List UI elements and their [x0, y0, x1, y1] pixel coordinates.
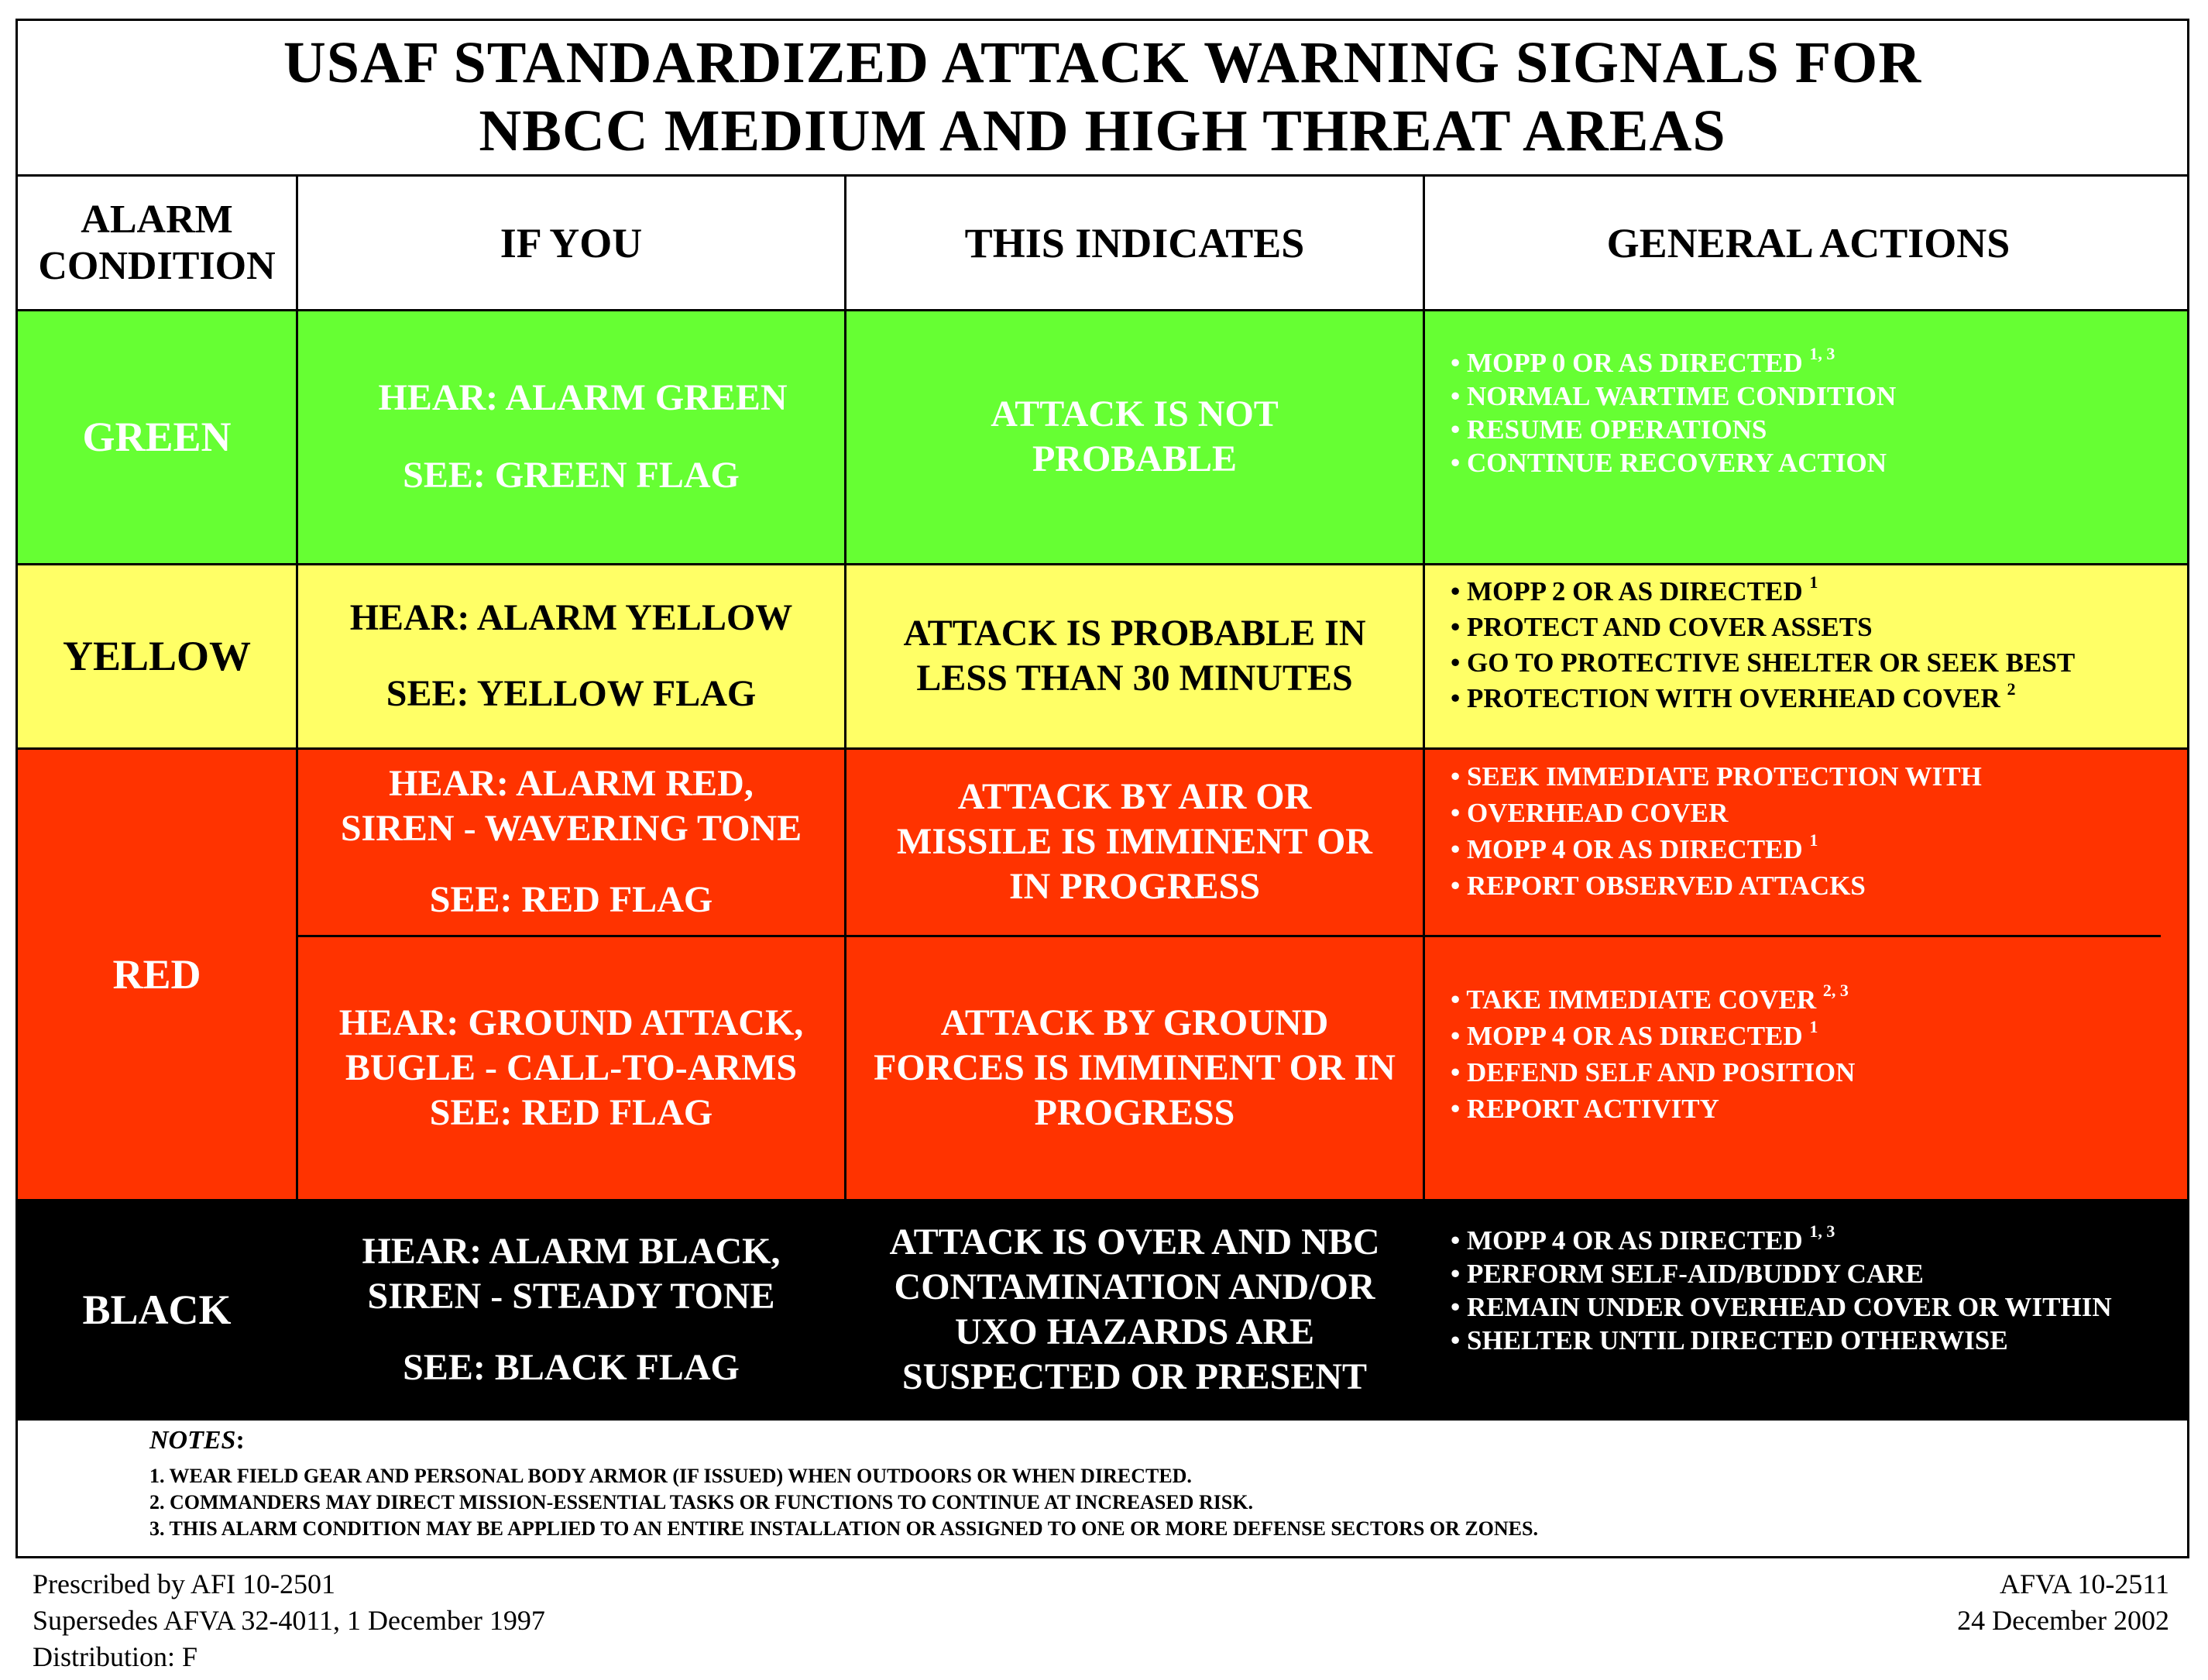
yellow-action-3: • GO TO PROTECTIVE SHELTER OR SEEK BEST: [1451, 648, 2076, 678]
black-action-4: • SHELTER UNTIL DIRECTED OTHERWISE: [1451, 1325, 2008, 1355]
black-action-1: • MOPP 4 OR AS DIRECTED $^{1, 3}$: [1451, 1221, 1835, 1256]
red-ground-indicates: [846, 937, 1423, 1199]
red-label-text: RED: [112, 950, 201, 998]
yellow-action-1: • MOPP 2 OR AS DIRECTED $^1$: [1451, 572, 1818, 606]
note-3: 3. THIS ALARM CONDITION MAY BE APPLIED TO AN ENTIRE INSTALLATION OR ASSIGNED TO ONE OR MORE DEFENSE SECTORS OR ZONES.: [149, 1517, 1538, 1540]
black-hear-1: HEAR: ALARM BLACK,: [362, 1230, 781, 1272]
red-air-actions: [1451, 758, 1982, 904]
red-air-indicates: [846, 749, 1423, 935]
black-ind-line-2: CONTAMINATION AND/OR: [894, 1266, 1375, 1307]
black-condition-label: [18, 1201, 296, 1418]
notes-title: NOTES:: [149, 1426, 245, 1455]
footer-supersedes: Supersedes AFVA 32-4011, 1 December 1997: [33, 1605, 545, 1636]
red-air-if-you: [298, 749, 844, 935]
green-action-3: • RESUME OPERATIONS: [1451, 414, 1767, 445]
red-ground-action-2: • MOPP 4 OR AS DIRECTED $^1$: [1451, 1017, 1818, 1051]
black-actions: [1451, 1221, 2112, 1357]
black-action-3: • REMAIN UNDER OVERHEAD COVER OR WITHIN: [1451, 1292, 2112, 1322]
red-air-hear-2: SIREN - WAVERING TONE: [340, 808, 802, 849]
note-1: 1. WEAR FIELD GEAR AND PERSONAL BODY ARMOR (IF ISSUED) WHEN OUTDOORS OR WHEN DIRECTED.: [149, 1465, 1192, 1487]
red-air-ind-line-2: MISSILE IS IMMINENT OR: [897, 821, 1372, 862]
footer-date: 24 December 2002: [1957, 1605, 2169, 1636]
black-if-you: [298, 1201, 844, 1418]
red-air-ind-line-3: IN PROGRESS: [1008, 866, 1261, 907]
red-ground-hear-2: BUGLE - CALL-TO-ARMS: [345, 1047, 798, 1088]
footer-right: [1957, 1566, 2169, 1639]
black-hear-2: SIREN - STEADY TONE: [367, 1275, 775, 1317]
green-label-text: GREEN: [82, 414, 232, 460]
footer-distribution: Distribution: F: [33, 1641, 198, 1672]
red-air-see: SEE: RED FLAG: [429, 879, 713, 920]
yellow-actions: [1451, 574, 2075, 716]
footer-left: [33, 1566, 545, 1675]
yellow-indicates: [846, 565, 1423, 747]
note-2: 2. COMMANDERS MAY DIRECT MISSION-ESSENTIAL TASKS OR FUNCTIONS TO CONTINUE AT INCREASED RISK.: [149, 1491, 1254, 1513]
black-action-2: • PERFORM SELF-AID/BUDDY CARE: [1451, 1259, 1924, 1289]
header-alarm-condition: [18, 176, 296, 311]
page-title: [18, 21, 2187, 176]
red-air-action-1: • SEEK IMMEDIATE PROTECTION WITH: [1451, 761, 1982, 792]
red-ground-action-4: • REPORT ACTIVITY: [1451, 1094, 1719, 1124]
red-ground-action-1: • TAKE IMMEDIATE COVER $^{2, 3}$: [1451, 981, 1849, 1015]
yellow-label-text: YELLOW: [62, 633, 252, 679]
green-action-4: • CONTINUE RECOVERY ACTION: [1451, 448, 1887, 478]
red-ground-action-3: • DEFEND SELF AND POSITION: [1451, 1057, 1856, 1087]
red-condition-label: [18, 749, 296, 1199]
title-line-1: USAF STANDARDIZED ATTACK WARNING SIGNALS FOR: [283, 30, 1922, 95]
black-label-text: BLACK: [82, 1286, 232, 1333]
black-ind-line-4: SUSPECTED OR PRESENT: [901, 1355, 1368, 1397]
black-indicates: [846, 1201, 1423, 1418]
green-actions: [1451, 346, 1896, 479]
red-ground-ind-line-2: FORCES IS IMMINENT OR IN: [874, 1047, 1396, 1088]
footer-afva: AFVA 10-2511: [1999, 1568, 2169, 1599]
header-indicates-text: THIS INDICATES: [964, 220, 1305, 266]
green-ind-line-1: ATTACK IS NOT: [991, 393, 1279, 435]
red-ground-hear-1: HEAR: GROUND ATTACK,: [338, 1002, 804, 1043]
black-ind-line-1: ATTACK IS OVER AND NBC: [889, 1221, 1380, 1263]
red-ground-if-you: [298, 937, 844, 1199]
red-ground-ind-line-3: PROGRESS: [1034, 1092, 1235, 1133]
yellow-hear: HEAR: ALARM YELLOW: [349, 597, 793, 638]
red-air-action-4: • REPORT OBSERVED ATTACKS: [1451, 871, 1866, 901]
header-actions: [1425, 176, 2189, 311]
header-actions-text: GENERAL ACTIONS: [1606, 220, 2011, 266]
green-see: SEE: GREEN FLAG: [403, 455, 740, 496]
header-if-you-text: IF YOU: [500, 220, 643, 266]
yellow-action-4: • PROTECTION WITH OVERHEAD COVER $^2$: [1451, 679, 2016, 713]
title-line-2: NBCC MEDIUM AND HIGH THREAT AREAS: [479, 98, 1726, 163]
header-if-you: [298, 176, 844, 311]
col-divider-3: [1423, 176, 1425, 1420]
green-action-1: • MOPP 0 OR AS DIRECTED $^{1, 3}$: [1451, 344, 1835, 378]
yellow-condition-label: [18, 565, 296, 747]
green-action-2: • NORMAL WARTIME CONDITION: [1451, 381, 1897, 411]
red-ground-actions: [1451, 981, 1855, 1127]
red-air-ind-line-1: ATTACK BY AIR OR: [957, 776, 1312, 817]
green-ind-line-2: PROBABLE: [1032, 438, 1238, 479]
yellow-if-you: [298, 565, 844, 747]
black-ind-line-3: UXO HAZARDS ARE: [954, 1311, 1315, 1352]
yellow-ind-line-1: ATTACK IS PROBABLE IN: [903, 613, 1366, 654]
footer-prescribed: Prescribed by AFI 10-2501: [33, 1568, 335, 1599]
header-indicates: [846, 176, 1423, 311]
black-see: SEE: BLACK FLAG: [403, 1346, 740, 1388]
green-if-you: [298, 311, 844, 563]
red-air-action-2: • OVERHEAD COVER: [1451, 798, 1729, 828]
red-air-hear-1: HEAR: ALARM RED,: [389, 763, 754, 804]
header-alarm-line-2: CONDITION: [38, 244, 276, 288]
red-air-action-3: • MOPP 4 OR AS DIRECTED $^1$: [1451, 830, 1818, 864]
green-indicates: [846, 311, 1423, 563]
green-hear: HEAR: ALARM GREEN: [378, 377, 788, 418]
red-ground-ind-line-1: ATTACK BY GROUND: [940, 1002, 1329, 1043]
yellow-ind-line-2: LESS THAN 30 MINUTES: [916, 658, 1353, 699]
yellow-action-2: • PROTECT AND COVER ASSETS: [1451, 612, 1873, 642]
yellow-see: SEE: YELLOW FLAG: [386, 673, 757, 714]
chart-frame: [15, 19, 2189, 1558]
red-ground-see: SEE: RED FLAG: [429, 1092, 713, 1133]
green-condition-label: [18, 311, 296, 563]
notes-list: [149, 1463, 1538, 1542]
header-alarm-line-1: ALARM: [81, 198, 233, 242]
notes-section: [18, 1420, 2187, 1558]
